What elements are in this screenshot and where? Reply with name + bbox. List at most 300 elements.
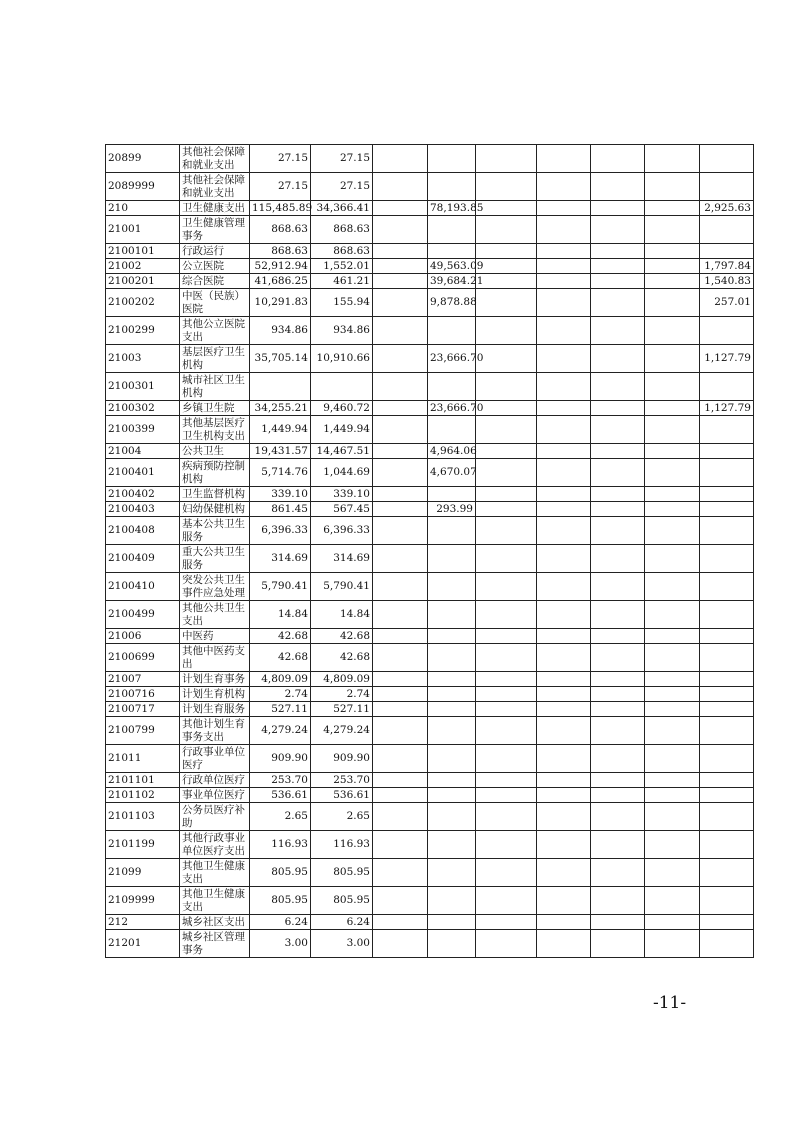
amount-cell — [476, 289, 537, 317]
amount-cell — [700, 573, 754, 601]
amount-cell — [645, 517, 700, 545]
amount-cell — [700, 317, 754, 345]
amount-cell — [476, 687, 537, 702]
amount-cell: 42.68 — [250, 644, 311, 672]
amount-cell — [373, 201, 428, 216]
subject-code-cell: 21002 — [106, 259, 180, 274]
amount-cell — [591, 745, 645, 773]
table-row — [106, 274, 754, 289]
amount-cell — [476, 201, 537, 216]
amount-cell — [476, 788, 537, 803]
amount-cell — [591, 601, 645, 629]
table-row — [106, 930, 754, 958]
amount-cell — [476, 145, 537, 173]
amount-cell: 909.90 — [250, 745, 311, 773]
amount-cell — [476, 259, 537, 274]
amount-cell — [537, 345, 591, 373]
subject-name-cell: 卫生监督机构 — [180, 487, 250, 502]
amount-cell — [700, 244, 754, 259]
amount-cell — [591, 201, 645, 216]
amount-cell: 868.63 — [311, 216, 373, 244]
amount-cell — [537, 573, 591, 601]
amount-cell — [537, 717, 591, 745]
amount-cell — [700, 373, 754, 401]
amount-cell: 9,878.88 — [428, 289, 476, 317]
table-row — [106, 459, 754, 487]
amount-cell — [373, 244, 428, 259]
amount-cell — [537, 859, 591, 887]
subject-code-cell: 21006 — [106, 629, 180, 644]
amount-cell — [476, 216, 537, 244]
amount-cell — [645, 702, 700, 717]
amount-cell: 10,291.83 — [250, 289, 311, 317]
table-row — [106, 345, 754, 373]
amount-cell — [373, 416, 428, 444]
amount-cell — [700, 745, 754, 773]
amount-cell — [591, 317, 645, 345]
amount-cell — [428, 145, 476, 173]
table-row — [106, 373, 754, 401]
table-row — [106, 259, 754, 274]
amount-cell: 23,666.70 — [428, 345, 476, 373]
amount-cell: 42.68 — [311, 629, 373, 644]
subject-name-cell: 公务员医疗补助 — [180, 803, 250, 831]
subject-name-cell: 城乡社区管理事务 — [180, 930, 250, 958]
subject-code-cell: 2100716 — [106, 687, 180, 702]
amount-cell — [428, 416, 476, 444]
amount-cell — [700, 629, 754, 644]
subject-name-cell: 其他基层医疗卫生机构支出 — [180, 416, 250, 444]
amount-cell — [428, 644, 476, 672]
amount-cell — [645, 274, 700, 289]
amount-cell: 14,467.51 — [311, 444, 373, 459]
amount-cell: 5,714.76 — [250, 459, 311, 487]
amount-cell — [373, 859, 428, 887]
amount-cell: 527.11 — [311, 702, 373, 717]
amount-cell — [373, 145, 428, 173]
table-row — [106, 444, 754, 459]
amount-cell — [591, 717, 645, 745]
subject-code-cell: 210 — [106, 201, 180, 216]
amount-cell — [591, 930, 645, 958]
amount-cell: 868.63 — [250, 216, 311, 244]
amount-cell — [537, 517, 591, 545]
subject-code-cell: 2100699 — [106, 644, 180, 672]
subject-name-cell: 计划生育事务 — [180, 672, 250, 687]
table-row — [106, 788, 754, 803]
table-row — [106, 887, 754, 915]
amount-cell — [428, 745, 476, 773]
amount-cell — [428, 887, 476, 915]
amount-cell — [645, 173, 700, 201]
amount-cell: 2.65 — [311, 803, 373, 831]
subject-name-cell: 城乡社区支出 — [180, 915, 250, 930]
subject-name-cell: 卫生健康支出 — [180, 201, 250, 216]
subject-name-cell: 卫生健康管理事务 — [180, 216, 250, 244]
amount-cell — [476, 444, 537, 459]
subject-code-cell: 21007 — [106, 672, 180, 687]
amount-cell: 2.74 — [311, 687, 373, 702]
amount-cell — [700, 145, 754, 173]
amount-cell: 115,485.89 — [250, 201, 311, 216]
table-row — [106, 317, 754, 345]
amount-cell — [645, 629, 700, 644]
amount-cell — [645, 373, 700, 401]
amount-cell — [645, 401, 700, 416]
amount-cell — [700, 702, 754, 717]
amount-cell: 868.63 — [250, 244, 311, 259]
amount-cell — [476, 244, 537, 259]
subject-name-cell: 计划生育服务 — [180, 702, 250, 717]
amount-cell — [700, 216, 754, 244]
amount-cell — [476, 915, 537, 930]
subject-code-cell: 2100402 — [106, 487, 180, 502]
amount-cell — [537, 259, 591, 274]
amount-cell — [645, 803, 700, 831]
table-row — [106, 702, 754, 717]
subject-name-cell: 基本公共卫生服务 — [180, 517, 250, 545]
amount-cell: 909.90 — [311, 745, 373, 773]
amount-cell — [591, 444, 645, 459]
amount-cell: 6.24 — [250, 915, 311, 930]
amount-cell — [537, 831, 591, 859]
amount-cell — [591, 702, 645, 717]
subject-code-cell: 21011 — [106, 745, 180, 773]
table-row — [106, 517, 754, 545]
amount-cell: 536.61 — [250, 788, 311, 803]
amount-cell: 39,684.21 — [428, 274, 476, 289]
amount-cell — [428, 702, 476, 717]
amount-cell — [537, 201, 591, 216]
amount-cell: 1,044.69 — [311, 459, 373, 487]
amount-cell — [537, 915, 591, 930]
amount-cell — [373, 702, 428, 717]
amount-cell — [645, 201, 700, 216]
amount-cell: 1,449.94 — [250, 416, 311, 444]
amount-cell — [645, 672, 700, 687]
subject-name-cell: 其他卫生健康支出 — [180, 887, 250, 915]
amount-cell — [591, 145, 645, 173]
amount-cell: 14.84 — [311, 601, 373, 629]
amount-cell — [645, 887, 700, 915]
amount-cell: 155.94 — [311, 289, 373, 317]
amount-cell: 2.74 — [250, 687, 311, 702]
amount-cell — [476, 773, 537, 788]
amount-cell — [373, 345, 428, 373]
amount-cell — [537, 173, 591, 201]
amount-cell — [428, 629, 476, 644]
amount-cell — [537, 274, 591, 289]
subject-code-cell: 2100408 — [106, 517, 180, 545]
amount-cell: 293.99 — [428, 502, 476, 517]
table-row — [106, 545, 754, 573]
amount-cell: 4,964.06 — [428, 444, 476, 459]
amount-cell — [645, 545, 700, 573]
subject-code-cell: 2100299 — [106, 317, 180, 345]
table-row — [106, 401, 754, 416]
table-row — [106, 601, 754, 629]
amount-cell: 1,540.83 — [700, 274, 754, 289]
amount-cell: 1,449.94 — [311, 416, 373, 444]
table-row — [106, 573, 754, 601]
subject-code-cell: 2100410 — [106, 573, 180, 601]
amount-cell — [645, 216, 700, 244]
budget-table — [105, 144, 754, 958]
amount-cell — [591, 831, 645, 859]
amount-cell — [700, 487, 754, 502]
amount-cell — [537, 629, 591, 644]
table-body — [106, 145, 754, 958]
amount-cell — [537, 788, 591, 803]
amount-cell — [476, 345, 537, 373]
amount-cell — [591, 517, 645, 545]
amount-cell — [373, 745, 428, 773]
amount-cell — [373, 444, 428, 459]
amount-cell — [428, 517, 476, 545]
amount-cell — [537, 745, 591, 773]
subject-name-cell: 行政运行 — [180, 244, 250, 259]
amount-cell — [373, 573, 428, 601]
page-number: -11- — [653, 993, 687, 1013]
table-row — [106, 672, 754, 687]
amount-cell — [591, 244, 645, 259]
amount-cell: 2.65 — [250, 803, 311, 831]
amount-cell — [645, 930, 700, 958]
amount-cell — [537, 502, 591, 517]
subject-code-cell: 2101199 — [106, 831, 180, 859]
amount-cell: 52,912.94 — [250, 259, 311, 274]
amount-cell — [537, 401, 591, 416]
amount-cell: 257.01 — [700, 289, 754, 317]
amount-cell — [476, 459, 537, 487]
subject-name-cell: 其他计划生育事务支出 — [180, 717, 250, 745]
amount-cell — [428, 788, 476, 803]
subject-code-cell: 2100202 — [106, 289, 180, 317]
amount-cell — [311, 373, 373, 401]
amount-cell: 42.68 — [311, 644, 373, 672]
amount-cell — [476, 672, 537, 687]
amount-cell: 253.70 — [250, 773, 311, 788]
amount-cell — [373, 173, 428, 201]
subject-code-cell: 21001 — [106, 216, 180, 244]
subject-code-cell: 2101102 — [106, 788, 180, 803]
amount-cell — [700, 717, 754, 745]
subject-code-cell: 2100409 — [106, 545, 180, 573]
subject-code-cell: 2100499 — [106, 601, 180, 629]
amount-cell — [645, 487, 700, 502]
amount-cell — [537, 444, 591, 459]
amount-cell — [537, 672, 591, 687]
table-row — [106, 644, 754, 672]
amount-cell — [700, 672, 754, 687]
amount-cell — [591, 644, 645, 672]
amount-cell: 2,925.63 — [700, 201, 754, 216]
amount-cell: 1,127.79 — [700, 401, 754, 416]
subject-name-cell: 其他公共卫生支出 — [180, 601, 250, 629]
amount-cell — [537, 803, 591, 831]
table-row — [106, 803, 754, 831]
amount-cell — [645, 831, 700, 859]
subject-code-cell: 2100201 — [106, 274, 180, 289]
amount-cell — [645, 502, 700, 517]
amount-cell — [476, 644, 537, 672]
amount-cell: 5,790.41 — [250, 573, 311, 601]
amount-cell — [645, 244, 700, 259]
amount-cell — [700, 459, 754, 487]
amount-cell — [428, 317, 476, 345]
amount-cell: 23,666.70 — [428, 401, 476, 416]
amount-cell — [700, 788, 754, 803]
amount-cell — [476, 317, 537, 345]
amount-cell: 27.15 — [311, 145, 373, 173]
amount-cell: 3.00 — [311, 930, 373, 958]
amount-cell — [700, 887, 754, 915]
amount-cell — [537, 487, 591, 502]
amount-cell: 4,279.24 — [250, 717, 311, 745]
subject-code-cell: 20899 — [106, 145, 180, 173]
subject-name-cell: 城市社区卫生机构 — [180, 373, 250, 401]
table-row — [106, 145, 754, 173]
amount-cell — [373, 773, 428, 788]
table-row — [106, 773, 754, 788]
subject-name-cell: 中医药 — [180, 629, 250, 644]
amount-cell — [373, 259, 428, 274]
amount-cell: 253.70 — [311, 773, 373, 788]
subject-code-cell: 21003 — [106, 345, 180, 373]
amount-cell — [700, 773, 754, 788]
amount-cell: 49,563.09 — [428, 259, 476, 274]
amount-cell — [476, 274, 537, 289]
amount-cell: 4,670.07 — [428, 459, 476, 487]
amount-cell — [428, 687, 476, 702]
amount-cell — [373, 373, 428, 401]
subject-name-cell: 综合医院 — [180, 274, 250, 289]
amount-cell — [700, 517, 754, 545]
amount-cell — [373, 459, 428, 487]
amount-cell — [428, 859, 476, 887]
amount-cell — [591, 687, 645, 702]
table-row — [106, 289, 754, 317]
amount-cell — [476, 517, 537, 545]
amount-cell: 1,552.01 — [311, 259, 373, 274]
amount-cell — [591, 401, 645, 416]
subject-name-cell: 公立医院 — [180, 259, 250, 274]
amount-cell — [476, 702, 537, 717]
amount-cell: 6.24 — [311, 915, 373, 930]
amount-cell: 42.68 — [250, 629, 311, 644]
subject-code-cell: 2100399 — [106, 416, 180, 444]
amount-cell: 4,279.24 — [311, 717, 373, 745]
amount-cell — [373, 803, 428, 831]
amount-cell — [700, 803, 754, 831]
amount-cell — [645, 773, 700, 788]
amount-cell: 934.86 — [250, 317, 311, 345]
amount-cell: 339.10 — [311, 487, 373, 502]
amount-cell — [591, 487, 645, 502]
amount-cell — [700, 416, 754, 444]
amount-cell — [373, 502, 428, 517]
table-row — [106, 173, 754, 201]
amount-cell: 1,797.84 — [700, 259, 754, 274]
amount-cell — [428, 773, 476, 788]
amount-cell: 868.63 — [311, 244, 373, 259]
amount-cell — [537, 930, 591, 958]
table-row — [106, 216, 754, 244]
amount-cell — [476, 859, 537, 887]
amount-cell — [537, 317, 591, 345]
amount-cell: 27.15 — [250, 173, 311, 201]
amount-cell: 6,396.33 — [250, 517, 311, 545]
amount-cell — [428, 601, 476, 629]
amount-cell — [373, 545, 428, 573]
amount-cell — [373, 289, 428, 317]
subject-code-cell: 2100403 — [106, 502, 180, 517]
amount-cell — [645, 717, 700, 745]
amount-cell: 805.95 — [250, 887, 311, 915]
amount-cell — [428, 573, 476, 601]
amount-cell: 339.10 — [250, 487, 311, 502]
amount-cell — [700, 545, 754, 573]
amount-cell: 116.93 — [250, 831, 311, 859]
amount-cell — [537, 773, 591, 788]
amount-cell — [428, 672, 476, 687]
amount-cell — [537, 459, 591, 487]
amount-cell — [476, 416, 537, 444]
amount-cell — [476, 930, 537, 958]
amount-cell — [591, 672, 645, 687]
table-row — [106, 629, 754, 644]
amount-cell — [476, 601, 537, 629]
amount-cell: 10,910.66 — [311, 345, 373, 373]
amount-cell — [591, 289, 645, 317]
amount-cell — [537, 244, 591, 259]
subject-code-cell: 2100717 — [106, 702, 180, 717]
amount-cell — [700, 601, 754, 629]
amount-cell — [537, 216, 591, 244]
amount-cell — [476, 717, 537, 745]
amount-cell — [645, 289, 700, 317]
amount-cell — [428, 915, 476, 930]
amount-cell — [645, 687, 700, 702]
subject-name-cell: 计划生育机构 — [180, 687, 250, 702]
amount-cell — [645, 345, 700, 373]
table-row — [106, 859, 754, 887]
amount-cell: 41,686.25 — [250, 274, 311, 289]
amount-cell — [476, 831, 537, 859]
amount-cell — [645, 915, 700, 930]
amount-cell: 5,790.41 — [311, 573, 373, 601]
amount-cell — [537, 545, 591, 573]
amount-cell — [645, 459, 700, 487]
table-row — [106, 244, 754, 259]
amount-cell: 4,809.09 — [311, 672, 373, 687]
amount-cell — [537, 601, 591, 629]
amount-cell: 78,193.85 — [428, 201, 476, 216]
amount-cell — [591, 573, 645, 601]
amount-cell — [591, 887, 645, 915]
amount-cell — [591, 629, 645, 644]
amount-cell — [591, 803, 645, 831]
amount-cell — [373, 717, 428, 745]
amount-cell: 1,127.79 — [700, 345, 754, 373]
amount-cell — [428, 487, 476, 502]
amount-cell: 19,431.57 — [250, 444, 311, 459]
amount-cell — [476, 373, 537, 401]
amount-cell — [645, 859, 700, 887]
amount-cell: 27.15 — [250, 145, 311, 173]
amount-cell — [537, 416, 591, 444]
subject-code-cell: 212 — [106, 915, 180, 930]
